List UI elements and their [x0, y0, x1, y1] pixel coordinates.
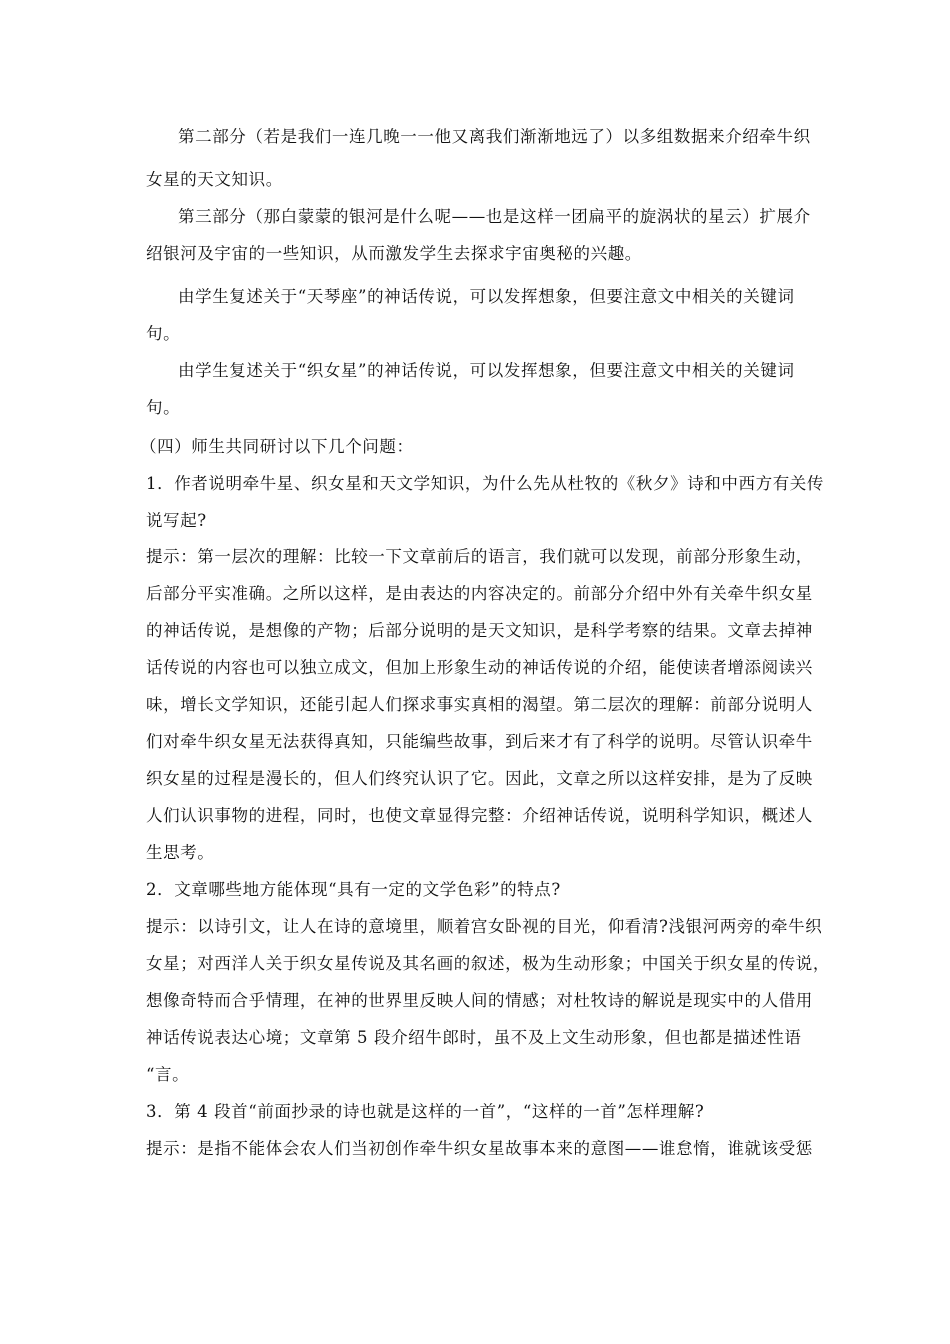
text-line: 第二部分（若是我们一连几晚一一他又离我们渐渐地远了）以多组数据来介绍牵牛织	[178, 127, 811, 146]
text-line: “言。	[146, 1065, 190, 1084]
question-3: 3．第 4 段首“前面抄录的诗也就是这样的一首”，“这样的一首”怎样理解?	[146, 1102, 705, 1121]
text-line: 的神话传说，是想像的产物；后部分说明的是天文知识，是科学考察的结果。文章去掉神	[146, 621, 813, 640]
answer-hint: 提示：第一层次的理解：比较一下文章前后的语言，我们就可以发现，前部分形象生动，	[146, 547, 813, 566]
text-line: 生思考。	[146, 843, 215, 862]
text-line: 织女星的过程是漫长的，但人们终究认识了它。因此，文章之所以这样安排，是为了反映	[146, 769, 813, 788]
text-line: 由学生复述关于“织女星”的神话传说，可以发挥想象，但要注意文中相关的关键词	[178, 361, 795, 380]
text-line: 句。	[146, 324, 181, 343]
text-line: 人们认识事物的进程，同时，也使文章显得完整：介绍神话传说，说明科学知识，概述人	[146, 806, 813, 825]
section-heading: （四）师生共同研讨以下几个问题：	[140, 437, 414, 456]
text-line: 绍银河及宇宙的一些知识，从而激发学生去探求宇宙奥秘的兴趣。	[146, 244, 642, 263]
text-line: 想像奇特而合乎情理，在神的世界里反映人间的情感；对杜牧诗的解说是现实中的人借用	[146, 991, 813, 1010]
text-line: 味，增长文学知识，还能引起人们探求事实真相的渴望。第二层次的理解：前部分说明人	[146, 695, 813, 714]
text-line: 第三部分（那白蒙蒙的银河是什么呢——也是这样一团扁平的旋涡状的星云）扩展介	[178, 207, 811, 226]
text-line: 句。	[146, 398, 181, 417]
text-line: 女星；对西洋人关于织女星传说及其名画的叙述，极为生动形象；中国关于织女星的传说，	[146, 954, 830, 973]
text-line: 们对牵牛织女星无法获得真知，只能编些故事，到后来才有了科学的说明。尽管认识牵牛	[146, 732, 813, 751]
text-line: 说写起?	[146, 511, 207, 530]
question-1: 1．作者说明牵牛星、织女星和天文学知识，为什么先从杜牧的《秋夕》诗和中西方有关传	[146, 474, 824, 493]
text-line: 神话传说表达心境；文章第 5 段介绍牛郎时，虽不及上文生动形象，但也都是描述性语	[146, 1028, 802, 1047]
text-line: 后部分平实准确。之所以这样，是由表达的内容决定的。前部分介绍中外有关牵牛织女星	[146, 584, 813, 603]
text-line: 女星的天文知识。	[146, 170, 283, 189]
text-line: 由学生复述关于“天琴座”的神话传说，可以发挥想象，但要注意文中相关的关键词	[178, 287, 795, 306]
answer-hint: 提示：以诗引文，让人在诗的意境里，顺着宫女卧视的目光，仰看清?浅银河两旁的牵牛织	[146, 917, 823, 936]
question-2: 2．文章哪些地方能体现“具有一定的文学色彩”的特点?	[146, 880, 561, 899]
text-line: 话传说的内容也可以独立成文，但加上形象生动的神话传说的介绍，能使读者增添阅读兴	[146, 658, 813, 677]
answer-hint: 提示：是指不能体会农人们当初创作牵牛织女星故事本来的意图——谁怠惰，谁就该受惩	[146, 1139, 813, 1158]
